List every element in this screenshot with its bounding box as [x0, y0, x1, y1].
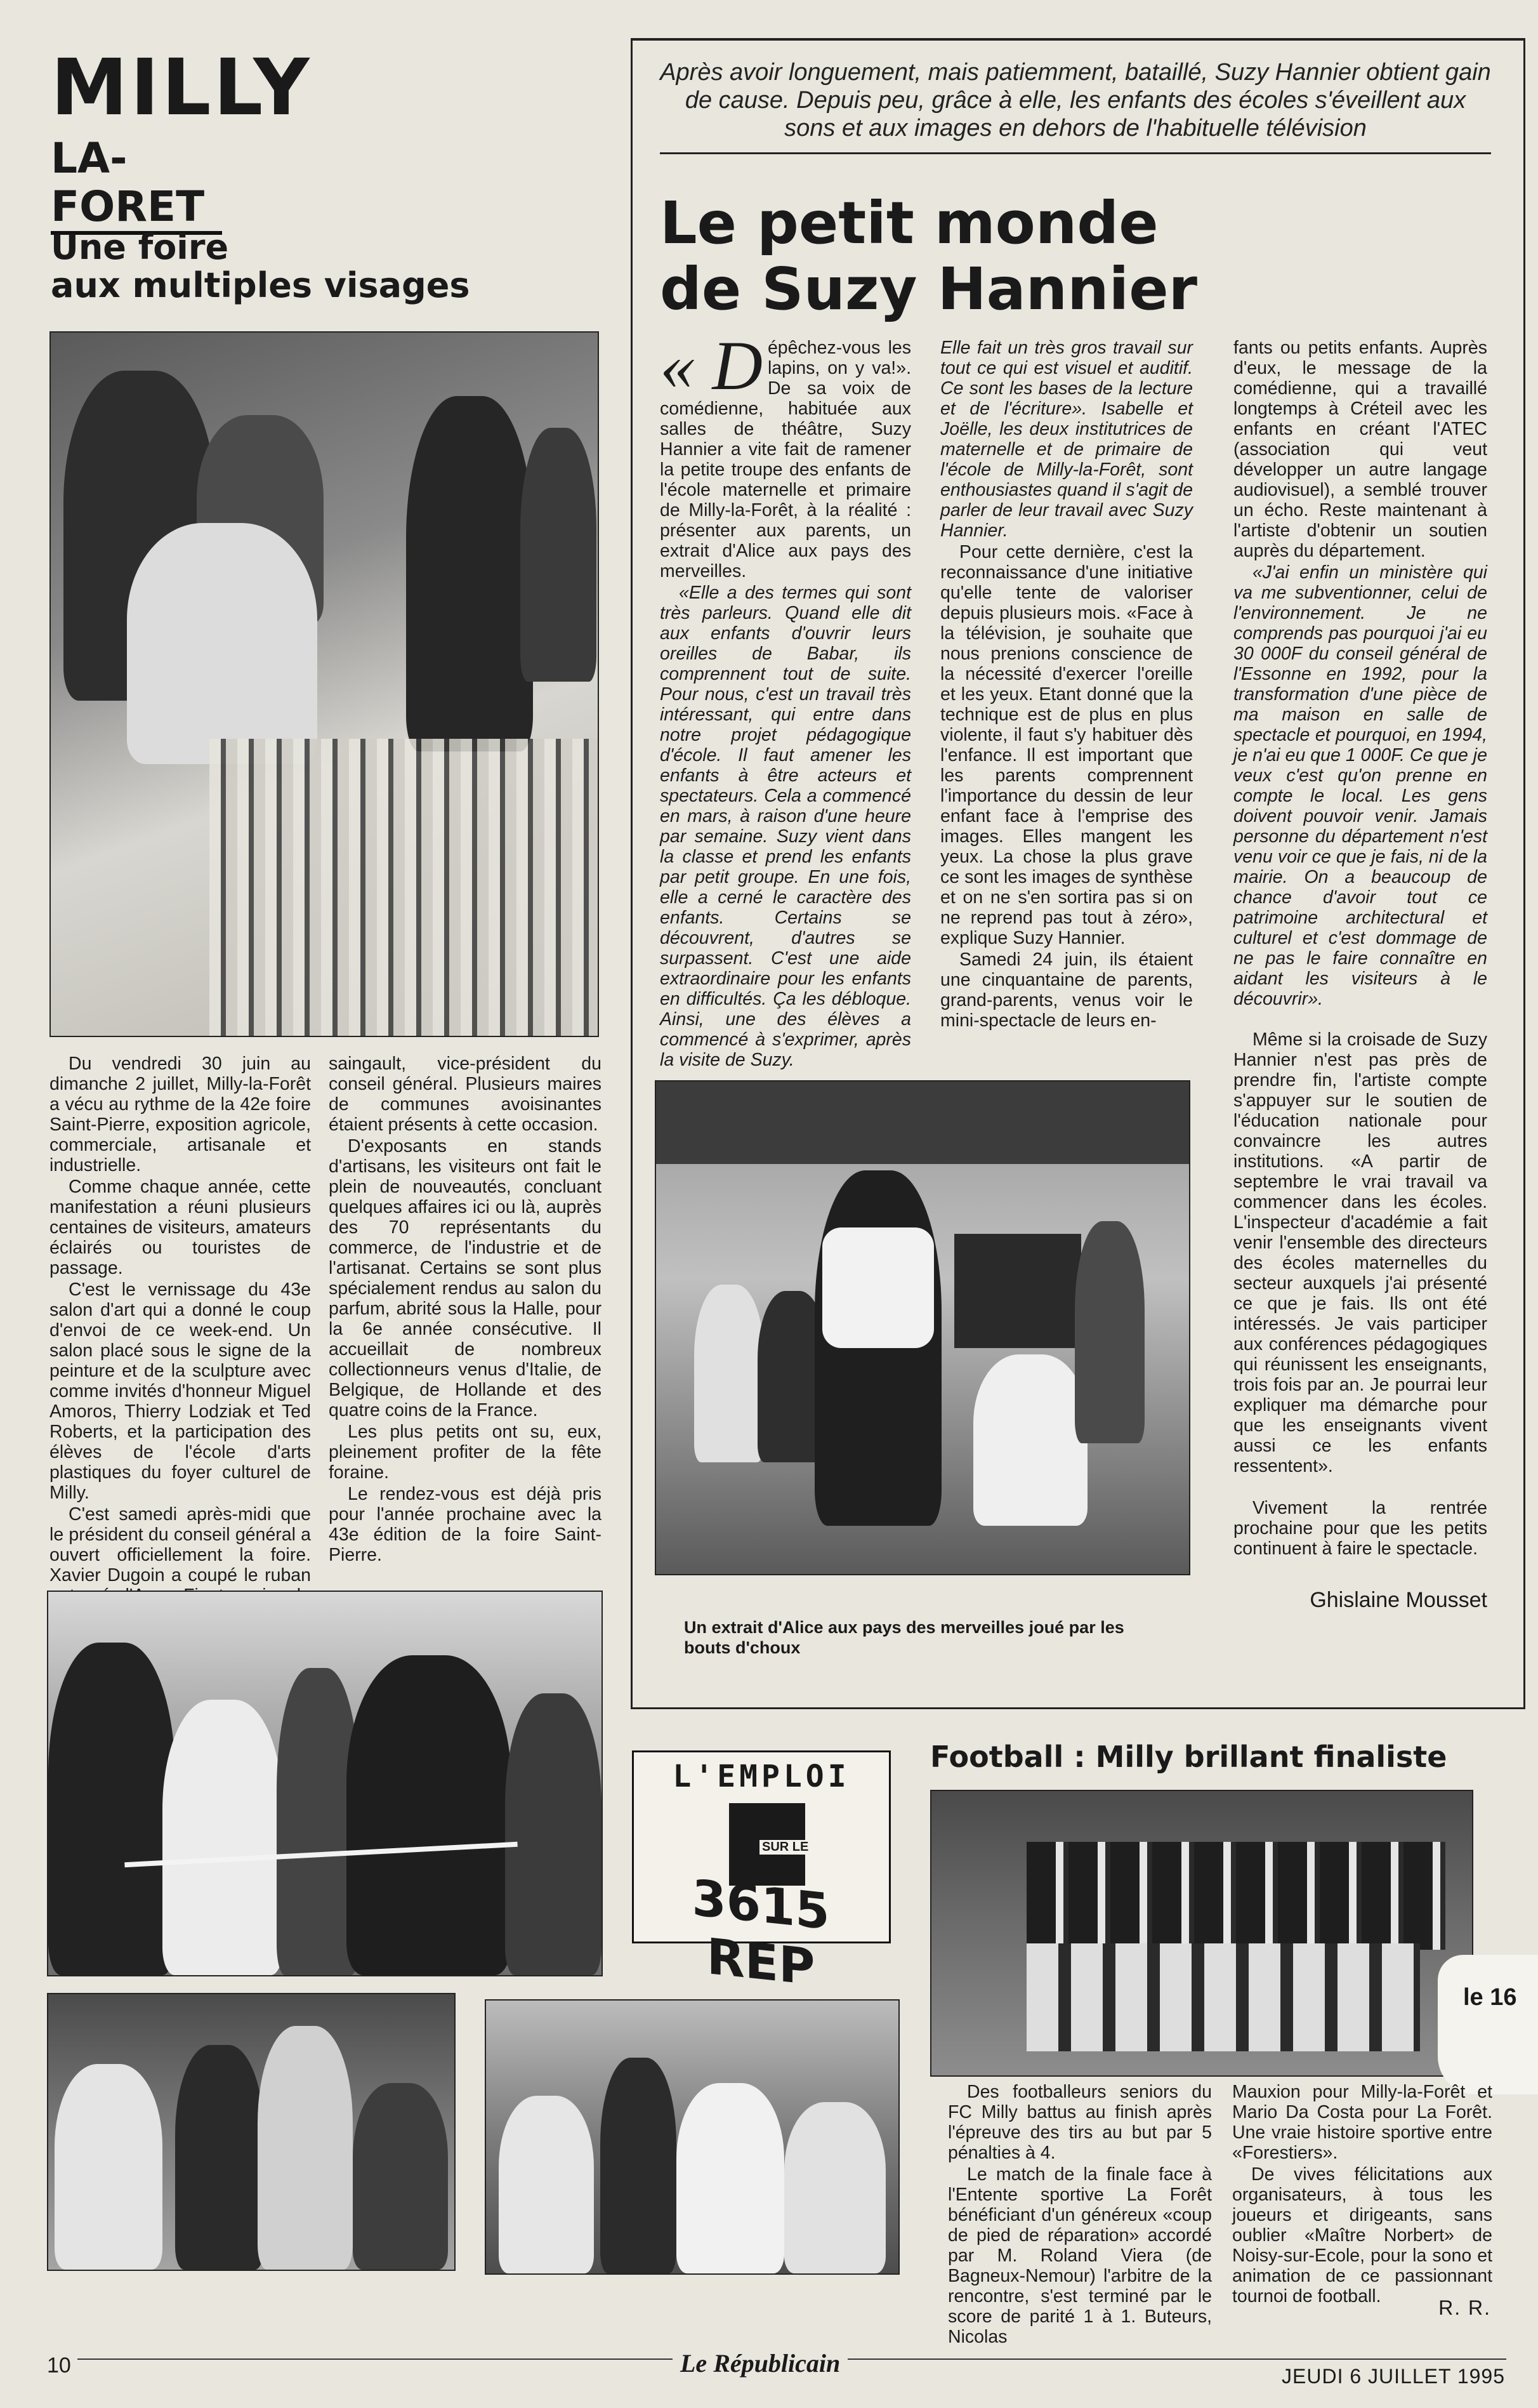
suzy-intro-rule — [660, 152, 1491, 154]
ribbon-photo-figure — [505, 1693, 601, 1975]
left-col1-p: Comme chaque année, cette manifestation a réuni plusieurs centaines de visiteurs, amateurs éclairés ou touristes de passage. — [49, 1177, 311, 1278]
suzy-col2-p: Samedi 24 juin, ils étaient une cinquantaine de parents, grand-parents, venus voir le mini-spectacle de leurs en- — [940, 949, 1193, 1031]
fair-photo — [49, 331, 599, 1037]
fair-photo-figure — [127, 523, 317, 764]
football-team-front-row — [1027, 1943, 1420, 2051]
suzy-col3-bottom-p: Vivement la rentrée prochaine pour que les petits continuent à faire le spectacle. — [1233, 1498, 1487, 1559]
left-col2-p: D'exposants en stands d'artisans, les visiteurs ont fait le plein de nouveautés, concluant quelques affaires ici ou là, auprès des 70 représentants du commerce, de l'industrie et de l'artisanat. Certains se sont plus spécialement rendus au salon du parfum, abrité sous la Halle, pour la 6e année consécutive. Il accueillait de nombreux collectionneurs venus d'Italie, de Belgique, de Hollande et des quatre coins de la France. — [329, 1136, 601, 1420]
football-col2 — [1232, 2082, 1492, 2306]
football-author: R. R. — [1438, 2296, 1491, 2319]
suzy-col2 — [940, 338, 1193, 1031]
suzy-dropcap: « D — [660, 327, 763, 404]
left-col2-p: Le rendez-vous est déjà pris pour l'année prochaine avec la 43e édition de la foire Saint-Pierre. — [329, 1484, 601, 1565]
football-headline: Football : Milly brillant finaliste — [930, 1740, 1447, 1774]
kids-photo-figure — [784, 2102, 886, 2273]
football-col2-p: De vives félicitations aux organisateurs, à tous les joueurs et dirigeants, sans oublier «Maître Norbert» de Noisy-sur-Ecole, pour la sono et animation de ce passionnant tournoi de football. — [1232, 2164, 1492, 2306]
torn-fragment-text: le 16 — [1463, 1984, 1517, 2011]
suzy-col1-lead-text: épêchez-vous les lapins, on y va!». De sa voix de comédienne, habituée aux salles de théâtre, Suzy Hannier a vite fait de ramener la petite troupe des enfants de l'école maternelle et primaire de Milly-la-Forêt, à la réalité : présenter aux parents, un extrait d'Alice aux pays des merveilles. — [660, 338, 911, 581]
kids-photo-figure — [600, 2058, 676, 2273]
salon-photo-figure — [258, 2026, 353, 2270]
left-headline-line1: Une foire — [51, 227, 229, 267]
fair-photo-table — [209, 739, 598, 1036]
salon-photo-figure — [175, 2045, 264, 2270]
ad-code: 3615 REP — [692, 1869, 830, 1997]
fair-photo-figure — [406, 396, 533, 751]
suzy-col1-lead — [660, 327, 911, 581]
salon-photo-figure — [55, 2064, 162, 2270]
ribbon-photo-figure — [48, 1643, 175, 1975]
alice-photo — [655, 1080, 1190, 1575]
ad-sur: SUR LE — [759, 1840, 811, 1855]
suzy-intro: Après avoir longuement, mais patiemment, bataillé, Suzy Hannier obtient gain de cause. Depuis peu, grâce à elle, les enfants des écoles s'éveillent aux sons et aux images en dehors de l'habituelle télévision — [660, 59, 1491, 142]
city-subtitle: LA-FORET — [51, 134, 205, 231]
footer-date: JEUDI 6 JUILLET 1995 — [1282, 2365, 1506, 2388]
alice-photo-equipment — [954, 1234, 1081, 1348]
left-col1 — [49, 1054, 311, 1626]
suzy-col3-p: «J'ai enfin un ministère qui va me subventionner, celui de l'environnement. Je ne comprends pas pourquoi j'ai eu 30 000F du conseil général de l'Essonne en 1992, pour la transformation d'une pièce de ma maison en salle de spectacle et pourquoi, en 1994, je n'ai eu que 1 000F. Ce que je veux c'est qu'on prenne en compte le local. Les gens doivent pouvoir venir. Jamais personne du département n'est venu voir ce que je fais, ni de la mairie. On a beaucoup de chance d'avoir tout ce patrimoine architectural et culturel et c'est dommage de ne pas le faire connaître en aidant les visiteurs à le découvrir». — [1233, 562, 1487, 1009]
footer-masthead: Le Républicain — [673, 2348, 848, 2378]
football-team-back-row — [1027, 1842, 1445, 1950]
suzy-author: Ghislaine Mousset — [1310, 1588, 1487, 1612]
alice-photo-blouse — [822, 1227, 934, 1348]
ad-line1: L'EMPLOI — [673, 1759, 850, 1794]
suzy-col1-p: «Elle a des termes qui sont très parleurs. Quand elle dit aux enfants d'ouvrir leurs oreilles de Babar, ils comprennent tout de suite. Pour nous, c'est un travail très intéressant, qui entre dans notre projet pédagogique d'école. Il faut amener les enfants à être acteurs et spectateurs. Cela a commencé en mars, à raison d'une heure par semaine. Suzy vient dans la classe et prend les enfants par petit groupe. En une fois, elle a cerné le caractère des enfants. Certains se découvrent, d'autres se surpassent. C'est une aide extraordinaire pour les enfants en difficultés. Ça les débloque. Ainsi, une des élèves a commencé à s'exprimer, après la visite de Suzy. — [660, 583, 911, 1070]
football-col1-p: Des footballeurs seniors du FC Milly battus au finish après l'épreuve des tirs au but par 5 pénalties à 4. — [948, 2082, 1212, 2163]
kids-photo — [485, 1999, 900, 2275]
ribbon-photo-figure — [162, 1700, 283, 1975]
suzy-col3-bottom — [1233, 1029, 1487, 1559]
alice-photo-actress — [815, 1170, 942, 1526]
suzy-col2-p: Elle fait un très gros travail sur tout ce qui est visuel et auditif. Ce sont les bases de la lecture et de l'écriture». Isabelle et Joëlle, les deux institutrices de maternelle et de primaire de l'école de Milly-la-Forêt, sont enthousiastes quand il s'agit de parler de leur travail avec Suzy Hannier. — [940, 338, 1193, 541]
suzy-headline-line1: Le petit monde — [660, 189, 1159, 257]
football-col1 — [948, 2082, 1212, 2347]
left-col2 — [329, 1054, 601, 1565]
alice-photo-child — [1075, 1221, 1145, 1443]
suzy-col3-bottom-p: Même si la croisade de Suzy Hannier n'est pas près de prendre fin, l'artiste compte s'appuyer sur le soutien de l'éducation nationale pour convaincre les autres institutions. «A partir de septembre le vrai travail va commencer dans les écoles. L'inspecteur d'académie a fait venir l'ensemble des directeurs des écoles maternelles du secteur auxquels j'ai présenté ce que je fais. Ils ont été intéressés. Je vais participer aux conférences pédagogiques qui réunissent les enseignants, trois fois par an. Je pourrai leur expliquer ma démarche pour que les enseignants vivent aussi ce les enfants ressentent». — [1233, 1029, 1487, 1476]
alice-photo-child — [694, 1285, 764, 1462]
city-title: MILLY — [51, 43, 312, 133]
suzy-col2-p: Pour cette dernière, c'est la reconnaissance d'une initiative qu'elle tente de valoriser depuis plusieurs mois. «Face à la télévision, je souhaite que nous prenions conscience de la nécessité d'exercer l'oreille et les yeux. Etant donné que la technique est de plus en plus violente, il faut s'y habituer dès l'enfance. Il est important que les parents comprennent l'importance du dessin de leur enfant face à l'emprise des images. Elles mangent les yeux. La chose la plus grave ce sont les images de synthèse et on ne s'en sortira pas si on ne reprend pas tout à zéro», explique Suzy Hannier. — [940, 542, 1193, 948]
left-headline-line2: aux multiples visages — [51, 265, 470, 305]
salon-photo — [47, 1993, 456, 2271]
left-col1-p: C'est samedi après-midi que le président du conseil général a ouvert officiellement la foire. Xavier Dugoin a coupé le ruban — [49, 1504, 311, 1585]
alice-photo-child — [973, 1354, 1088, 1526]
kids-photo-figure — [676, 2083, 784, 2273]
suzy-col3 — [1233, 338, 1487, 1009]
ad-box — [632, 1750, 891, 1997]
ribbon-photo-figure — [346, 1655, 511, 1975]
suzy-col1 — [660, 327, 911, 1070]
ribbon-photo — [47, 1591, 603, 1976]
city-subtitle-box — [51, 135, 222, 235]
torn-paper — [1438, 1955, 1538, 2094]
kids-photo-figure — [499, 2096, 594, 2273]
left-headline — [51, 228, 470, 305]
fair-photo-figure — [520, 428, 596, 682]
football-col2-p: Mauxion pour Milly-la-Forêt et Mario Da Costa pour La Forêt. Une vraie histoire sportive entre «Forestiers». — [1232, 2082, 1492, 2163]
left-col2-p: Les plus petits ont su, eux, pleinement profiter de la fête foraine. — [329, 1422, 601, 1483]
left-col1-p: Du vendredi 30 juin au dimanche 2 juillet, Milly-la-Forêt a vécu au rythme de la 42e foire Saint-Pierre, exposition agricole, commerciale, artisanale et industrielle. — [49, 1054, 311, 1175]
alice-photo-caption: Un extrait d'Alice aux pays des merveilles joué par les bouts d'choux — [684, 1618, 1124, 1657]
footer-page-number: 10 — [47, 2353, 77, 2378]
alice-photo-backdrop — [656, 1082, 1189, 1164]
salon-photo-figure — [353, 2083, 448, 2270]
suzy-col3-p: fants ou petits enfants. Auprès d'eux, le message de la comédienne, qui a travaillé longtemps à Créteil avec les enfants en créant l'ATEC (association qui veut développer un autre langage audiovisuel), a semblé trouver un écho. Reste maintenant à l'artiste d'obtenir un soutien auprès du département. — [1233, 338, 1487, 561]
suzy-headline — [660, 190, 1197, 322]
football-col1-p: Le match de la finale face à l'Entente sportive La Forêt bénéficiant d'un généreux «coup de pied de réparation» accordé par M. Roland Viera (de Bagneux-Nemour) l'arbitre de la rencontre, s'est terminé par le score de parité 1 à 1. Buteurs, Nicolas — [948, 2164, 1212, 2347]
left-col2-p: saingault, vice-président du conseil général. Plusieurs maires de communes avoisinantes étaient présents à cette occasion. — [329, 1054, 601, 1135]
football-photo — [930, 1790, 1473, 2077]
suzy-headline-line2: de Suzy Hannier — [660, 255, 1197, 323]
left-col1-p: C'est le vernissage du 43e salon d'art qui a donné le coup d'envoi de ce week-end. Un salon placé sous le signe de la peinture et de la sculpture avec comme invités d'honneur Miguel Amoros, Thierry Lodziak et Ted Roberts, et la participation des élèves de l'école d'arts plastiques du foyer culturel de Milly. — [49, 1280, 311, 1503]
